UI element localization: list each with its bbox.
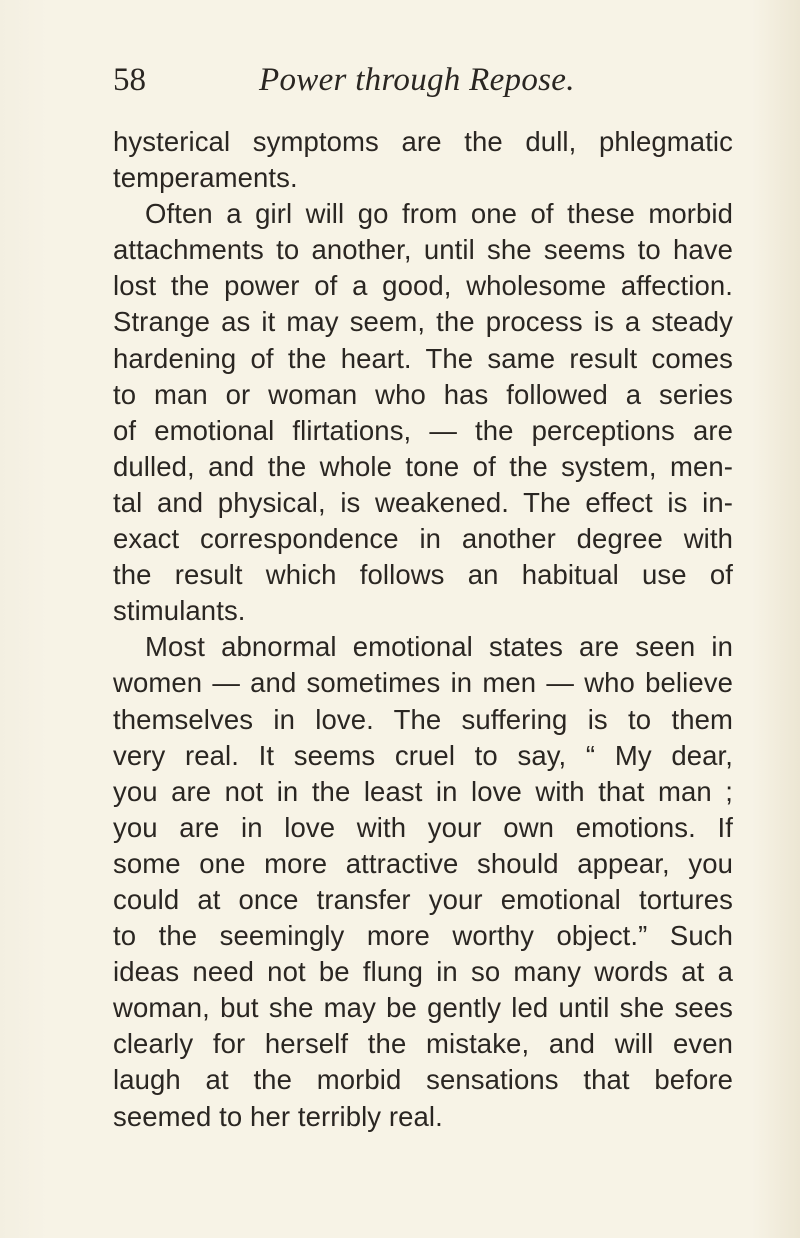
text-line: some one more attractive should appear, you <box>113 847 733 879</box>
text-line: very real. It seems cruel to say, “ My dear, <box>113 739 733 771</box>
text-line: you are in love with your own emotions. If <box>113 811 733 843</box>
text-line: you are not in the least in love with that man ; <box>113 775 733 807</box>
text-line: Most abnormal emotional states are seen in <box>145 631 733 663</box>
text-line: woman, but she may be gently led until she sees <box>113 992 733 1024</box>
text-line: the result which follows an habitual use of <box>113 559 733 591</box>
text-line: temperaments. <box>113 162 298 194</box>
text-line: seemed to her terribly real. <box>113 1100 443 1132</box>
text-line: themselves in love. The suffering is to them <box>113 703 733 735</box>
text-line: exact correspondence in another degree with <box>113 523 733 555</box>
text-line: hardening of the heart. The same result comes <box>113 342 733 374</box>
text-line: ideas need not be flung in so many words at a <box>113 956 733 988</box>
text-line: hysterical symptoms are the dull, phlegmatic <box>113 126 733 157</box>
text-line: dulled, and the whole tone of the system, men- <box>113 450 733 482</box>
text-line: attachments to another, until she seems to have <box>113 234 733 266</box>
text-line: tal and physical, is weakened. The effect is in- <box>113 486 733 518</box>
text-line: Strange as it may seem, the process is a steady <box>113 306 733 338</box>
body-text <box>113 124 733 1135</box>
text-line: stimulants. <box>113 595 246 627</box>
text-line: of emotional flirtations, — the perceptions are <box>113 414 733 446</box>
running-head <box>113 60 713 100</box>
running-title: Power through Repose. <box>259 62 575 98</box>
page-number: 58 <box>113 62 146 98</box>
text-line: to the seemingly more worthy object.” Such <box>113 920 733 952</box>
text-line: women — and sometimes in men — who believe <box>113 667 733 699</box>
text-line: laugh at the morbid sensations that before <box>113 1064 733 1096</box>
text-line: Often a girl will go from one of these morbid <box>145 198 733 230</box>
text-line: could at once transfer your emotional tortures <box>113 883 733 915</box>
text-line: lost the power of a good, wholesome affection. <box>113 270 733 302</box>
text-line: clearly for herself the mistake, and will even <box>113 1028 733 1060</box>
text-line: to man or woman who has followed a series <box>113 378 733 410</box>
